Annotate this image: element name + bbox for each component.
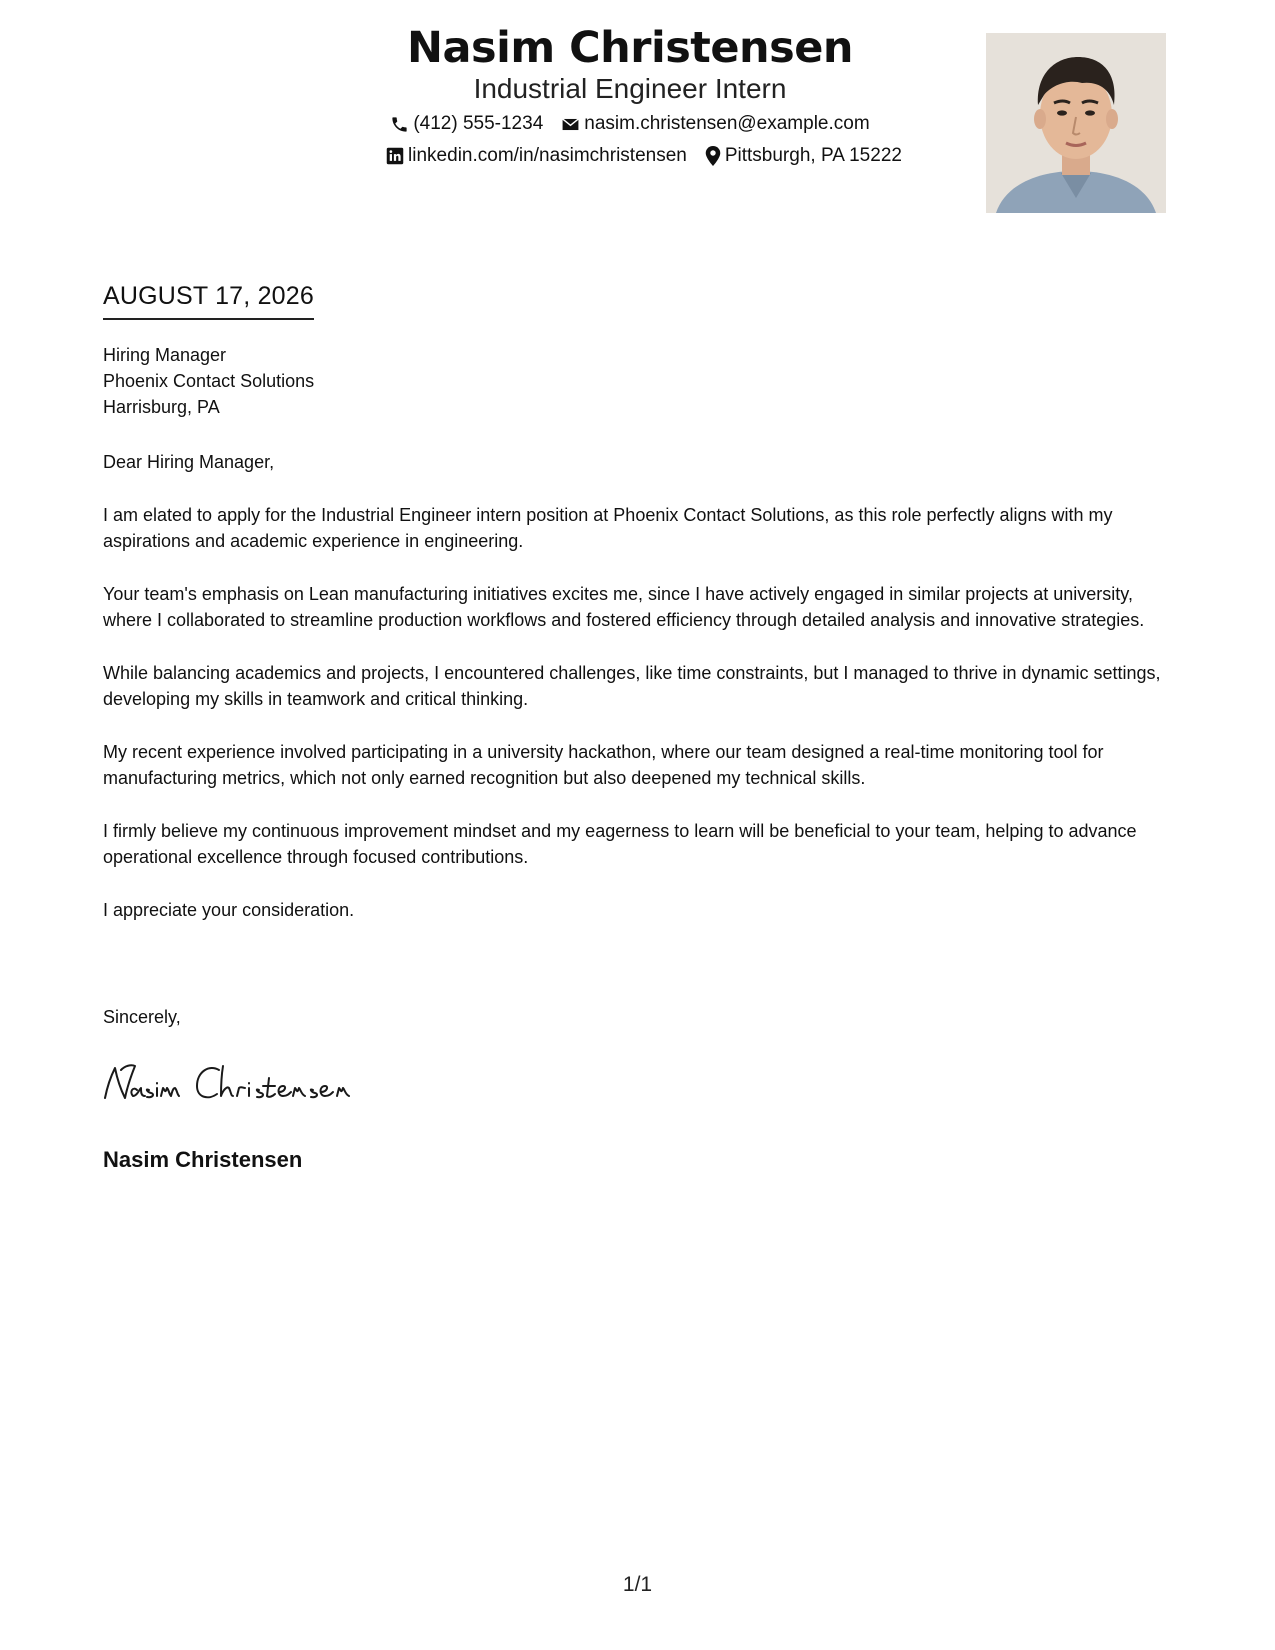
recipient-location: Harrisburg, PA xyxy=(103,397,220,417)
letter-date: AUGUST 17, 2026 xyxy=(103,280,314,320)
contact-phone xyxy=(390,112,543,136)
map-pin-icon xyxy=(705,146,721,166)
page-number: 1/1 xyxy=(622,1573,653,1596)
linkedin-icon xyxy=(386,147,404,165)
linkedin-text[interactable]: linkedin.com/in/nasimchristensen xyxy=(408,145,687,166)
recipient-title: Hiring Manager xyxy=(103,345,227,365)
location-text: Pittsburgh, PA 15222 xyxy=(724,145,902,166)
applicant-name: Nasim Christensen xyxy=(406,23,854,73)
phone-text: (412) 555-1234 xyxy=(413,113,544,134)
greeting: Dear Hiring Manager, xyxy=(103,452,275,472)
email-text[interactable]: nasim.christensen@example.com xyxy=(584,113,870,134)
paragraph-5: I firmly believe my continuous improvement mindset and my eagerness to learn will be beneficial to your team, helping to advance operational excellence through focused contributions. xyxy=(103,821,1137,867)
recipient-company: Phoenix Contact Solutions xyxy=(103,371,315,391)
letter-body xyxy=(103,449,1173,950)
contact-linkedin[interactable] xyxy=(386,144,687,168)
envelope-icon xyxy=(561,115,580,134)
closing: Sincerely, xyxy=(103,1007,181,1027)
paragraph-3: While balancing academics and projects, I encountered challenges, like time constraints, but I managed to thrive in dynamic settings, developing my skills in teamwork and critical thinking. xyxy=(103,663,1161,709)
paragraph-2: Your team's emphasis on Lean manufacturing initiatives excites me, since I have actively engaged in similar projects at university, where I collaborated to streamline production workflows and fostered efficiency through detailed analysis and innovative strategies. xyxy=(103,584,1145,630)
phone-icon xyxy=(390,115,409,134)
contact-email[interactable] xyxy=(561,112,869,136)
contact-location xyxy=(705,144,902,168)
paragraph-4: My recent experience involved participating in a university hackathon, where our team designed a real-time monitoring tool for manufacturing metrics, which not only earned recognition but also deepened my technical skills. xyxy=(103,742,1104,788)
paragraph-6: I appreciate your consideration. xyxy=(103,900,355,920)
signer-name: Nasim Christensen xyxy=(103,1147,303,1172)
paragraph-1: I am elated to apply for the Industrial Engineer intern position at Phoenix Contact Solutions, as this role perfectly aligns with my aspirations and academic experience in engineering. xyxy=(103,505,1113,551)
handwritten-signature xyxy=(101,1058,363,1108)
recipient-block xyxy=(103,342,314,420)
job-title: Industrial Engineer Intern xyxy=(473,73,787,104)
profile-photo xyxy=(986,33,1166,213)
